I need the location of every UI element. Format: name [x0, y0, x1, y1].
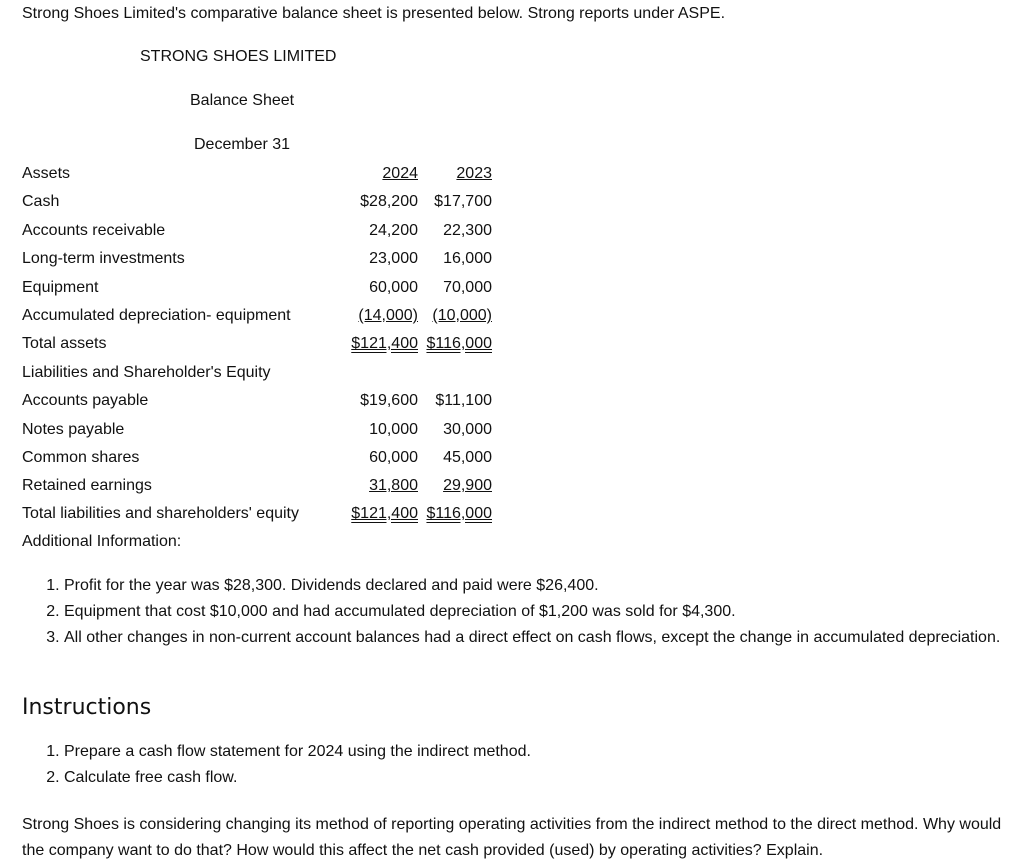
- final-question: Strong Shoes is considering changing its method of reporting operating activities from the indirect method to the direct method. Why would the company want to do that? How would this affect the net cash provided (used) by operating activities? Explain.: [22, 816, 1002, 859]
- list-item: 1. Profit for the year was $28,300. Dividends declared and paid were $26,400.: [64, 573, 1032, 599]
- row-label: Retained earnings: [22, 477, 152, 494]
- value-2023: 22,300: [443, 222, 492, 239]
- row-label: Cash: [22, 193, 60, 210]
- value-2024: 60,000: [369, 279, 418, 296]
- table-row: [22, 222, 492, 244]
- row-label: Accounts payable: [22, 392, 149, 409]
- table-row: [22, 449, 492, 471]
- row-label: Equipment: [22, 279, 99, 296]
- instructions-list: [22, 739, 1032, 791]
- additional-info-list: [22, 573, 1032, 651]
- year-2023-header: 2023: [456, 165, 492, 182]
- value-2023: (10,000): [432, 307, 492, 324]
- row-label: Total assets: [22, 335, 107, 352]
- row-label: Total liabilities and shareholders' equity: [22, 505, 299, 522]
- value-2024: (14,000): [358, 307, 418, 324]
- value-2024: 24,200: [369, 222, 418, 239]
- liabilities-header-row: [22, 364, 492, 386]
- table-row: [22, 193, 492, 215]
- list-item: 2. Calculate free cash flow.: [64, 765, 1032, 791]
- row-label: Accounts receivable: [22, 222, 166, 239]
- additional-info-heading: Additional Information:: [22, 533, 182, 550]
- table-row-total: [22, 505, 492, 527]
- year-2024-header: 2024: [382, 165, 418, 182]
- assets-heading: Assets: [22, 165, 71, 182]
- row-label: Long-term investments: [22, 250, 185, 267]
- value-2023: 29,900: [443, 477, 492, 494]
- value-2024: $19,600: [360, 392, 418, 409]
- table-row: [22, 392, 492, 414]
- row-label: Common shares: [22, 449, 140, 466]
- table-row: [22, 279, 492, 301]
- company-name: STRONG SHOES LIMITED: [140, 48, 337, 65]
- table-row: [22, 477, 492, 499]
- statement-title: Balance Sheet: [190, 92, 295, 109]
- row-label: Notes payable: [22, 421, 125, 438]
- assets-header-row: [22, 165, 492, 187]
- value-2024: $121,400: [351, 335, 418, 352]
- value-2023: $11,100: [435, 392, 492, 409]
- table-row: [22, 307, 492, 329]
- list-item: 3. All other changes in non-current account balances had a direct effect on cash flows, except the change in accumulated depreciation.: [64, 625, 1032, 651]
- table-row: [22, 421, 492, 443]
- instructions-heading: Instructions: [22, 695, 152, 720]
- statement-date: December 31: [194, 136, 291, 153]
- value-2024: 23,000: [369, 250, 418, 267]
- value-2023: 70,000: [443, 279, 492, 296]
- value-2024: $121,400: [351, 505, 418, 522]
- list-item: 1. Prepare a cash flow statement for 2024 using the indirect method.: [64, 739, 1032, 765]
- table-row: [22, 250, 492, 272]
- liabilities-heading: Liabilities and Shareholder's Equity: [22, 364, 271, 381]
- table-row-total: [22, 335, 492, 357]
- value-2024: 60,000: [369, 449, 418, 466]
- value-2023: $116,000: [426, 505, 492, 522]
- value-2024: 31,800: [369, 477, 418, 494]
- value-2023: 30,000: [443, 421, 492, 438]
- value-2024: $28,200: [360, 193, 418, 210]
- value-2023: 45,000: [443, 449, 492, 466]
- value-2023: $17,700: [434, 193, 492, 210]
- value-2024: 10,000: [369, 421, 418, 438]
- value-2023: 16,000: [443, 250, 492, 267]
- value-2023: $116,000: [426, 335, 492, 352]
- row-label: Accumulated depreciation- equipment: [22, 307, 291, 324]
- intro-text: Strong Shoes Limited's comparative balance sheet is presented below. Strong reports under ASPE.: [22, 5, 726, 22]
- list-item: 2. Equipment that cost $10,000 and had accumulated depreciation of $1,200 was sold for $4,300.: [64, 599, 1032, 625]
